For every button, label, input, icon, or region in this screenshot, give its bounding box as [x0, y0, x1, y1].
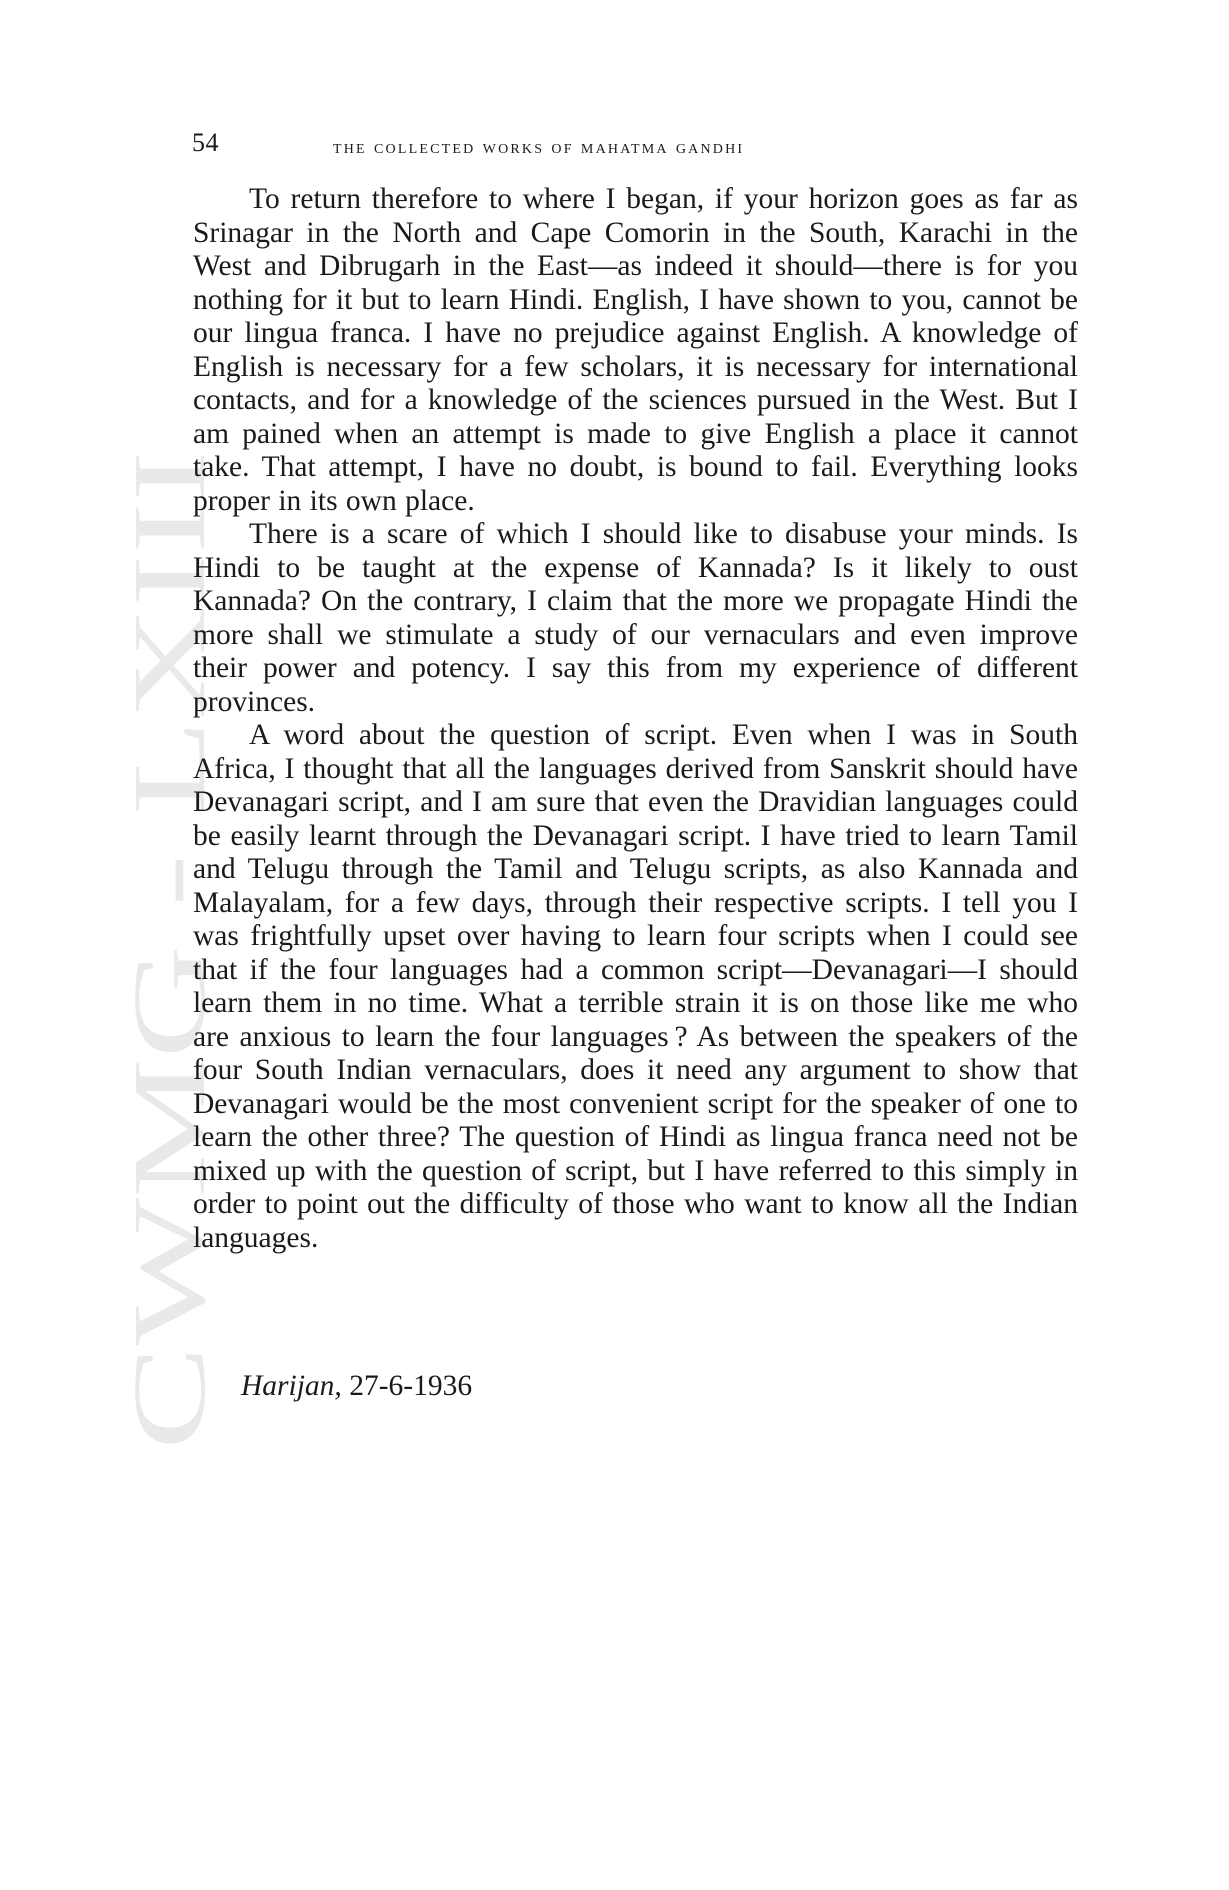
page-number: 54	[192, 128, 219, 157]
paragraph: To return therefore to where I began, if your horizon goes as far as Srinagar in the North and Cape Comorin in the South, Karachi in the West and Dibrugarh in the East—as indeed it should—there is for you nothing for it but to learn Hindi. English, I have shown to you, cannot be our lingua franca. I have no prejudice against English. A knowledge of English is necessary for a few scholars, it is necessary for international contacts, and for a knowledge of the sciences pursued in the West. But I am pained when an attempt is made to give English a place it cannot take. That attempt, I have no doubt, is bound to fail. Everything looks proper in its own place.	[193, 183, 1078, 517]
body-text	[193, 183, 1078, 1255]
running-title: the collected works of mahatma gandhi	[333, 136, 745, 158]
paragraph: A word about the question of script. Even when I was in South Africa, I thought that all the languages derived from Sanskrit should have Devanagari script, and I am sure that even the Dravidian languages could be easily learnt through the Devanagari script. I have tried to learn Tamil and Telugu through the Tamil and Telugu scripts, as also Kannada and Malayalam, for a few days, through their respective scripts. I tell you I was frightfully upset over having to learn four scripts when I could see that if the four languages had a common script—Devanagari—I should learn them in no time. What a terrible strain it is on those like me who are anxious to learn the four languages ? As between the speakers of the four South Indian vernaculars, does it need any argument to show that Devanagari would be the most convenient script for the speaker of one to learn the other three? The question of Hindi as lingua franca need not be mixed up with the question of script, but I have referred to this simply in order to point out the difficulty of those who want to know all the Indian languages.	[193, 719, 1078, 1254]
watermark-text: CWMG - LXIII	[112, 785, 227, 1450]
paragraph: There is a scare of which I should like to disabuse your minds. Is Hindi to be taught at the expense of Kannada? Is it likely to oust Kannada? On the contrary, I claim that the more we propagate Hindi the more shall we stimulate a study of our vernaculars and even improve their power and potency. I say this from my experience of different provinces.	[193, 518, 1078, 718]
source-citation	[241, 1370, 472, 1403]
source-date: 27-6-1936	[349, 1370, 473, 1402]
source-publication: Harijan,	[241, 1370, 342, 1402]
